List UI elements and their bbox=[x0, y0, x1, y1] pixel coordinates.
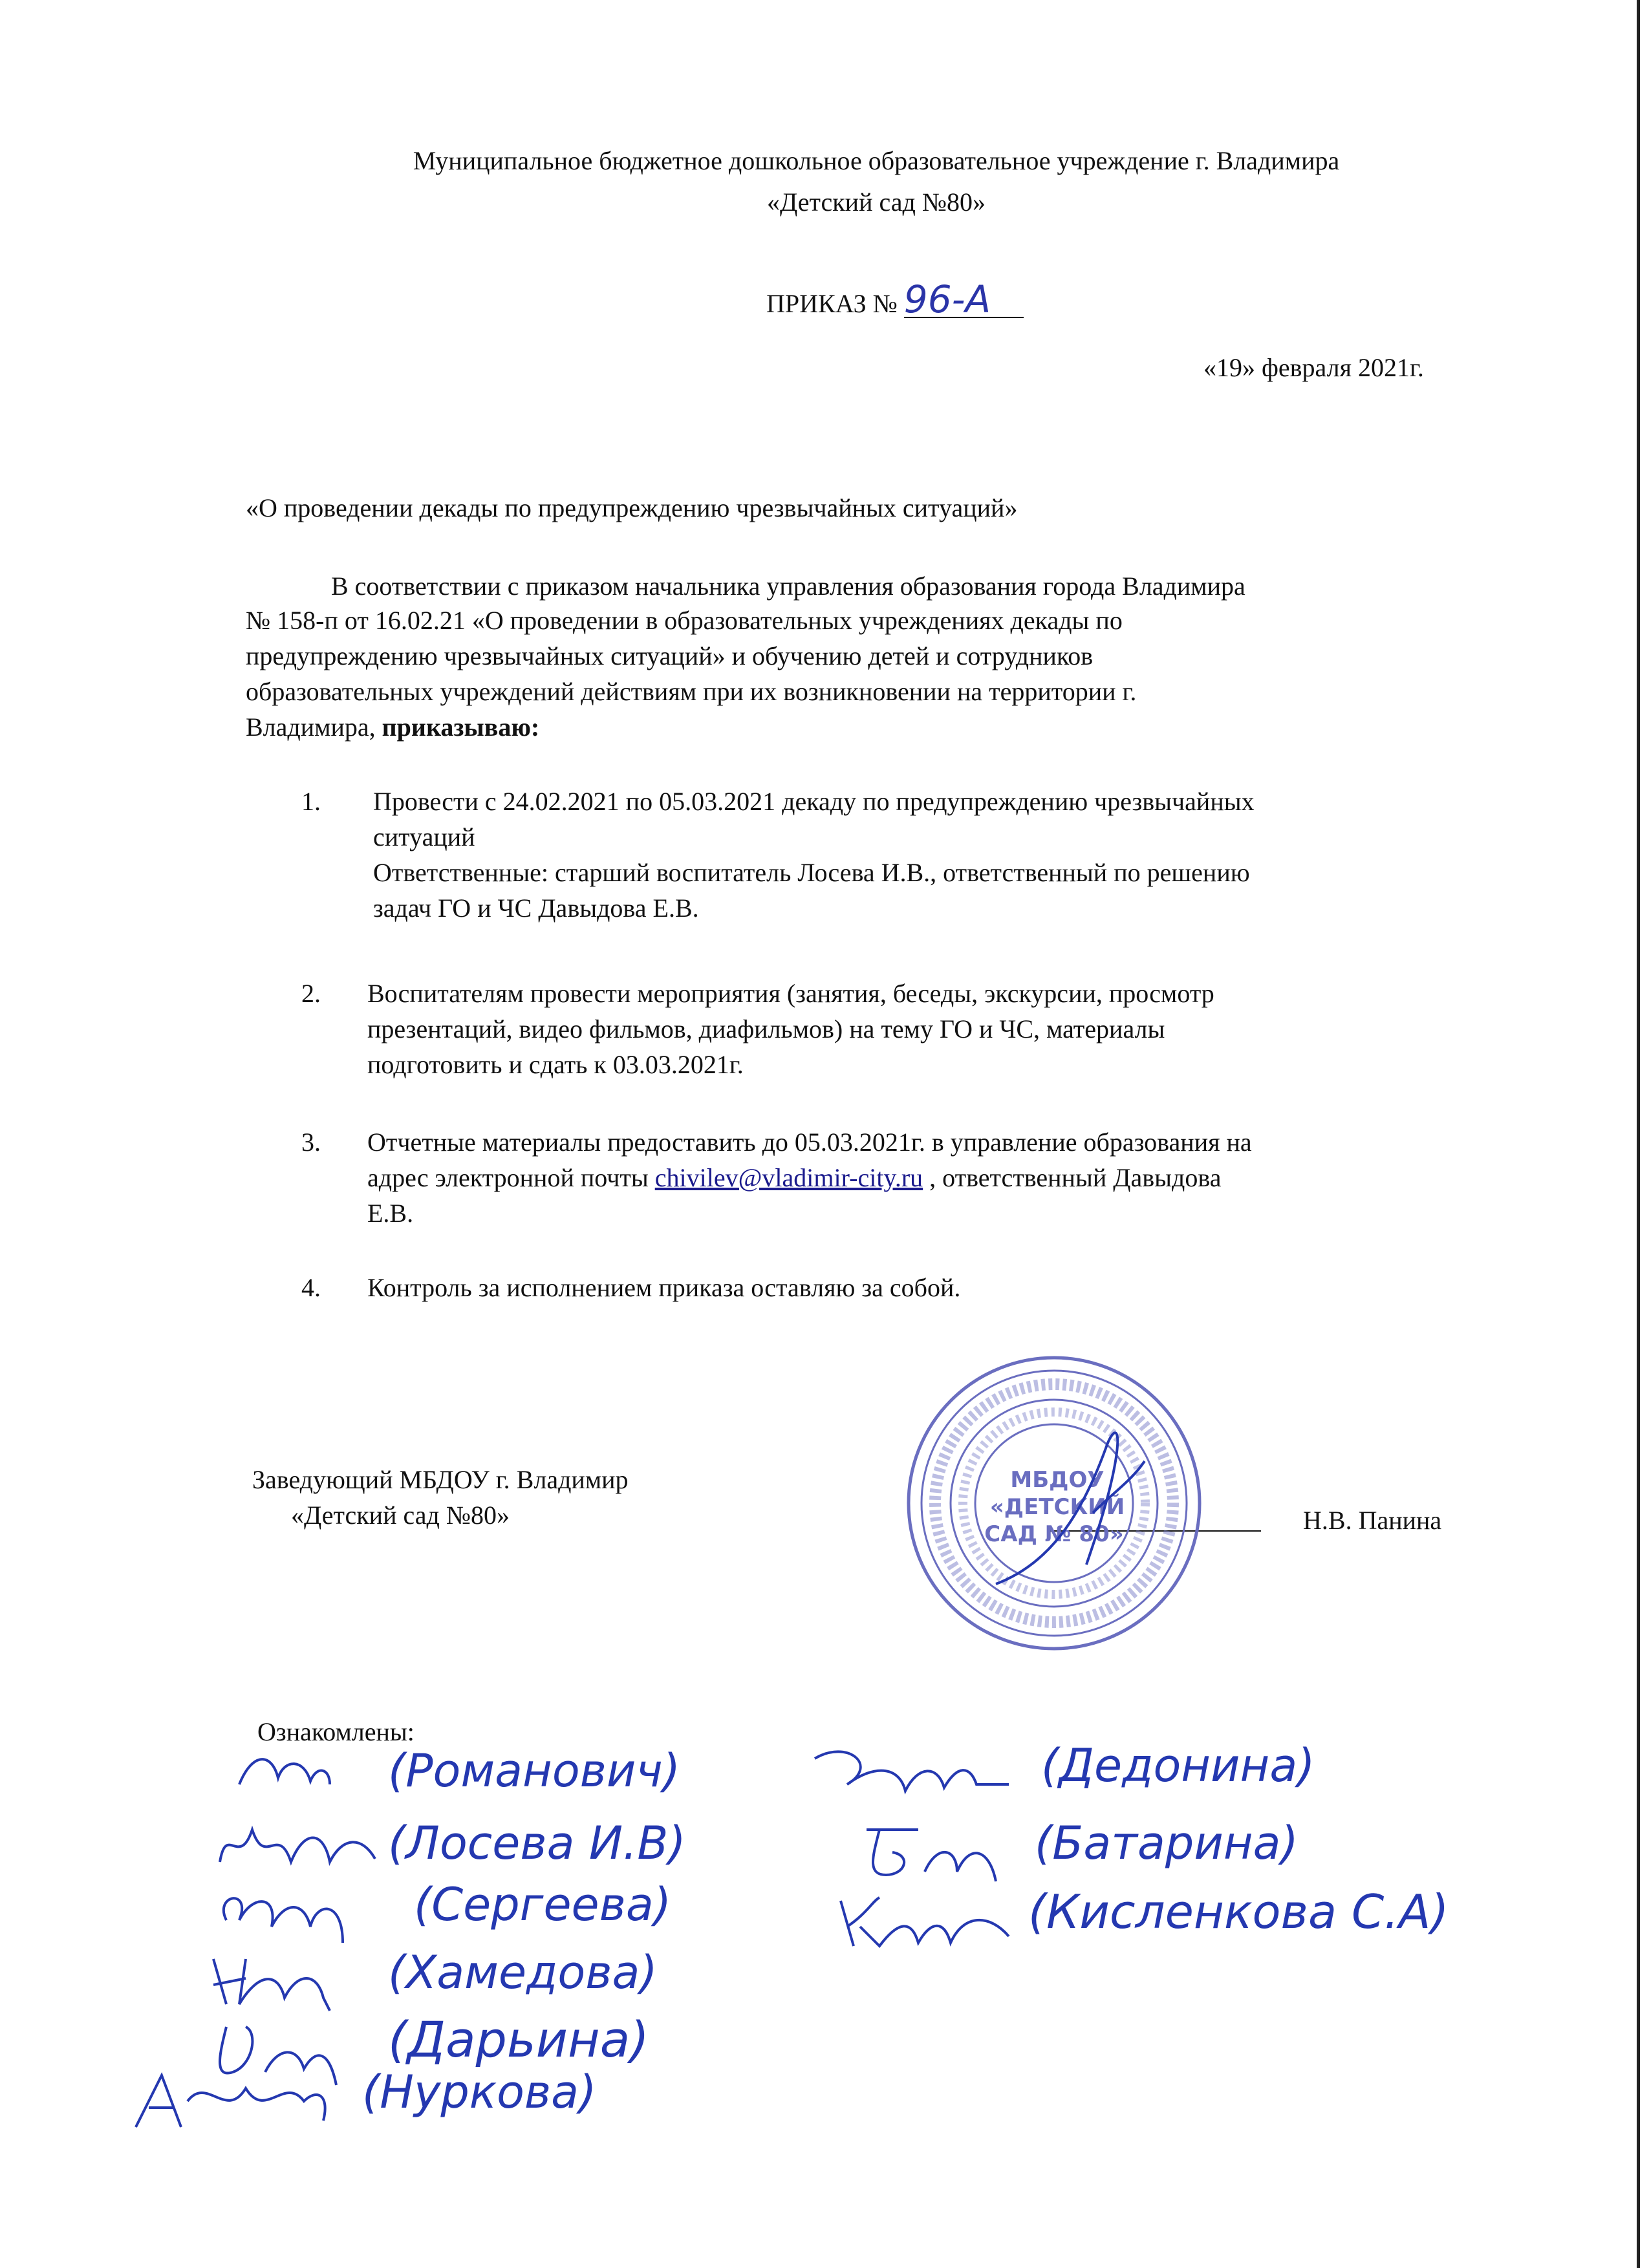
item-1-line-2: ситуаций bbox=[373, 822, 475, 851]
order-date: «19» февраля 2021г. bbox=[1203, 353, 1424, 382]
item-1-line-4: задач ГО и ЧС Давыдова Е.В. bbox=[373, 893, 699, 923]
item-1-line-1: Провести с 24.02.2021 по 05.03.2021 декаду по предупреждению чрезвычайных bbox=[373, 787, 1255, 816]
item-2-line-2: презентаций, видео фильмов, диафильмов) на тему ГО и ЧС, материалы bbox=[367, 1014, 1165, 1043]
handwritten-initials-9 bbox=[834, 1888, 1022, 1952]
intro-line-5 bbox=[246, 710, 539, 745]
item-3-line-2-text: адрес электронной почты bbox=[367, 1163, 655, 1192]
order-title: «О проведении декады по предупреждению чрезвычайных ситуаций» bbox=[246, 493, 1018, 522]
item-2-line-3: подготовить и сдать к 03.03.2021г. bbox=[367, 1050, 744, 1079]
handwritten-initials-6 bbox=[129, 2062, 336, 2140]
signatory-position-line2: «Детский сад №80» bbox=[291, 1501, 510, 1530]
item-4-line-1: Контроль за исполнением приказа оставляю за собой. bbox=[367, 1273, 961, 1302]
acquainted-left-4: (Хамедова) bbox=[388, 1946, 658, 1999]
intro-line-3: предупреждению чрезвычайных ситуаций» и обучению детей и сотрудников bbox=[246, 641, 1094, 670]
acquainted-right-2: (Батарина) bbox=[1035, 1817, 1299, 1870]
intro-line-4: образовательных учреждений действиям при их возникновении на территории г. bbox=[246, 677, 1137, 706]
stamp-center-line-3: САД № 80» bbox=[984, 1521, 1124, 1547]
handwritten-initials-8 bbox=[854, 1817, 1009, 1888]
signatory-position: Заведующий МБДОУ г. Владимир bbox=[252, 1465, 629, 1494]
order-number: 96-А bbox=[904, 282, 1024, 318]
official-stamp bbox=[899, 1351, 1209, 1655]
institution-name: Муниципальное бюджетное дошкольное образовательное учреждение г. Владимира bbox=[413, 146, 1340, 175]
item-3-number: 3. bbox=[301, 1128, 321, 1157]
handwritten-initials-4 bbox=[207, 1946, 356, 2017]
handwritten-initials-1 bbox=[233, 1746, 336, 1804]
order-label-text: ПРИКАЗ № bbox=[766, 289, 898, 318]
order-verb: приказываю: bbox=[382, 712, 540, 742]
item-4-number: 4. bbox=[301, 1273, 321, 1302]
item-1-number: 1. bbox=[301, 787, 321, 816]
handwritten-initials-2 bbox=[213, 1817, 382, 1881]
intro-line-1: В соответствии с приказом начальника управления образования города Владимира bbox=[331, 572, 1245, 601]
item-1-line-3: Ответственные: старший воспитатель Лосева И.В., ответственный по решению bbox=[373, 858, 1250, 887]
handwritten-initials-3 bbox=[213, 1881, 356, 1952]
item-3-line-3: Е.В. bbox=[367, 1199, 414, 1228]
order-label bbox=[766, 277, 1024, 321]
acquainted-right-3: (Кисленкова С.А) bbox=[1028, 1885, 1449, 1939]
signatory-name: Н.В. Панина bbox=[1303, 1506, 1442, 1535]
email-link[interactable]: chivilev@vladimir-city.ru bbox=[654, 1163, 923, 1192]
item-3-line-2-tail: , ответственный Давыдова bbox=[923, 1163, 1222, 1192]
acquainted-right-1: (Дедонина) bbox=[1041, 1739, 1315, 1792]
item-2-number: 2. bbox=[301, 979, 321, 1008]
item-3-line-1: Отчетные материалы предоставить до 05.03.2021г. в управление образования на bbox=[367, 1128, 1252, 1157]
intro-line-2: № 158-п от 16.02.21 «О проведении в образовательных учреждениях декады по bbox=[246, 606, 1123, 635]
scan-edge-line bbox=[1637, 0, 1640, 2268]
stamp-center-line-2: «ДЕТСКИЙ bbox=[989, 1494, 1125, 1520]
acquainted-left-3: (Сергеева) bbox=[414, 1878, 672, 1931]
institution-name-line2: «Детский сад №80» bbox=[766, 187, 986, 217]
acquainted-left-5: (Дарьина) bbox=[388, 2011, 649, 2068]
handwritten-initials-7 bbox=[808, 1739, 1015, 1810]
item-2-line-1: Воспитателям провести мероприятия (занятия, беседы, экскурсии, просмотр bbox=[367, 979, 1214, 1008]
acquainted-left-6: (Нуркова) bbox=[362, 2066, 597, 2119]
item-3-line-2 bbox=[367, 1161, 1221, 1195]
acquainted-left-1: (Романович) bbox=[388, 1744, 681, 1797]
acquainted-label: Ознакомлены: bbox=[257, 1717, 415, 1746]
intro-line-5-text: Владимира, bbox=[246, 712, 382, 742]
acquainted-left-2: (Лосева И.В) bbox=[388, 1817, 686, 1870]
stamp-center-line-1: МБДОУ bbox=[1010, 1467, 1105, 1493]
